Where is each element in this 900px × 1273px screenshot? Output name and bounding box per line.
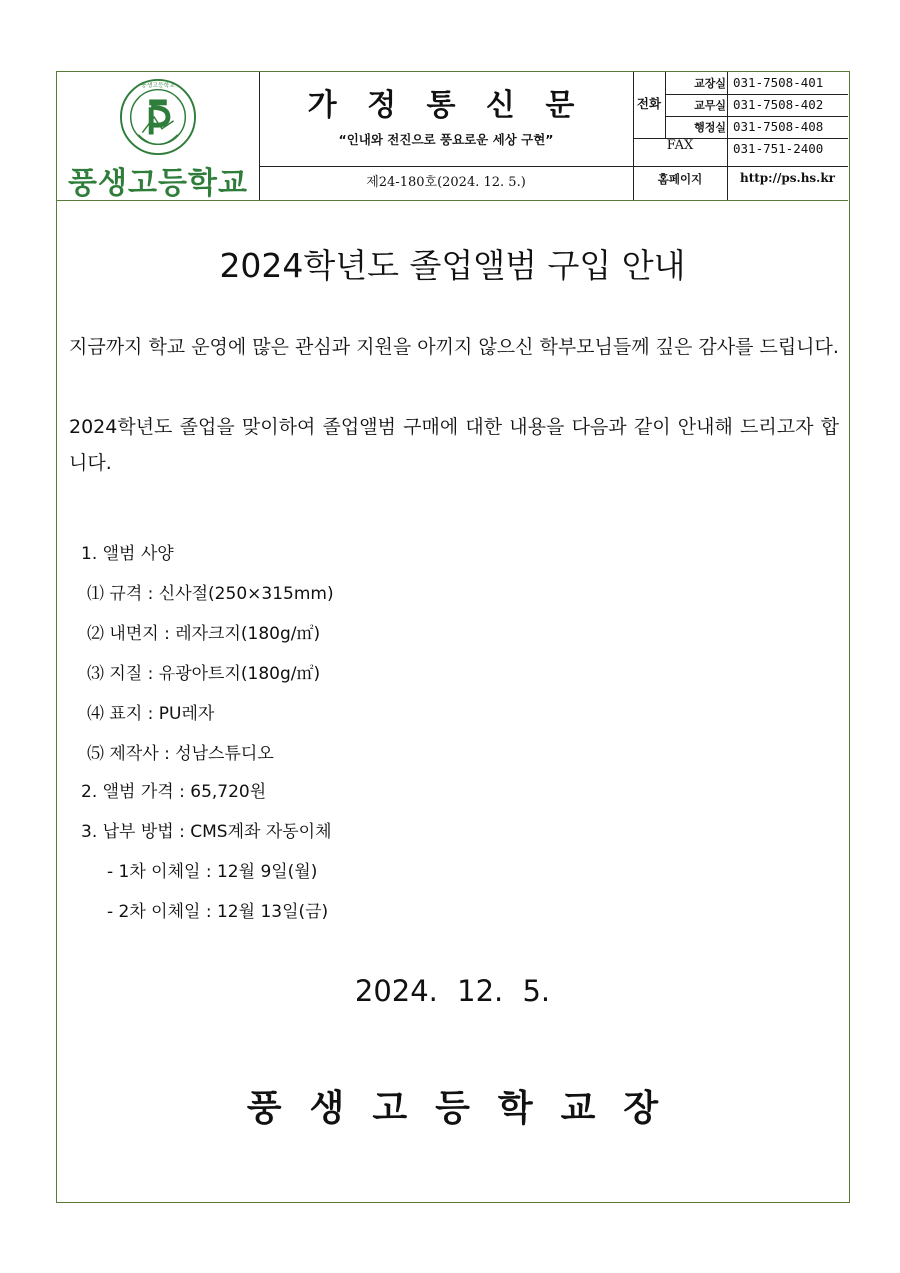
principal-signature: 풍생고등학교장	[246, 1088, 687, 1129]
letterhead-table	[57, 72, 848, 201]
greeting-paragraph: 지금까지 학교 운영에 많은 관심과 지원을 아끼지 않으신 학부모님들께 깊은 감사를 드립니다.	[69, 336, 839, 358]
homepage-url: http://ps.hs.kr	[739, 171, 835, 185]
list-item: - 2차 이체일 : 12월 13일(금)	[107, 902, 329, 922]
list-item: 1. 앨범 사양	[81, 544, 174, 564]
list-item: - 1차 이체일 : 12월 9일(월)	[107, 862, 318, 882]
school-emblem-icon	[119, 78, 197, 156]
fax-number: 031-751-2400	[733, 141, 824, 156]
divider	[633, 166, 848, 167]
homepage-label: 홈페이지	[657, 172, 703, 186]
issue-date: 2024. 12. 5.	[354, 974, 551, 1008]
office-name: 교무실	[694, 99, 726, 112]
document-frame	[56, 71, 850, 1203]
divider	[665, 94, 848, 95]
divider	[259, 166, 633, 167]
phone-label: 전화	[636, 96, 662, 111]
phone-number: 031-7508-408	[733, 119, 824, 134]
school-motto: “인내와 전진으로 풍요로운 세상 구현”	[338, 132, 554, 147]
list-item: ⑵ 내면지 : 레자크지(180g/㎡)	[87, 624, 321, 644]
divider	[665, 116, 848, 117]
office-name: 교장실	[694, 77, 726, 90]
list-item: ⑷ 표지 : PU레자	[87, 704, 215, 724]
office-name: 행정실	[694, 121, 726, 134]
list-item: 2. 앨범 가격 : 65,720원	[81, 782, 267, 802]
issue-number: 제24-180호(2024. 12. 5.)	[366, 175, 526, 190]
newsletter-title: 가 정 통 신 문	[307, 88, 585, 123]
list-item: ⑸ 제작사 : 성남스튜디오	[87, 744, 274, 764]
phone-number: 031-7508-402	[733, 97, 824, 112]
list-item: ⑴ 규격 : 신사절(250×315mm)	[87, 584, 334, 604]
intro-paragraph: 2024학년도 졸업을 맞이하여 졸업앨범 구매에 대한 내용을 다음과 같이 안내해 드리고자 합니다.	[69, 416, 839, 474]
logo-cell	[57, 72, 259, 200]
phone-number: 031-7508-401	[733, 75, 824, 90]
school-name: 풍생고등학교	[68, 166, 248, 201]
fax-label: FAX	[666, 138, 694, 153]
list-item: 3. 납부 방법 : CMS계좌 자동이체	[81, 822, 332, 842]
list-item: ⑶ 지질 : 유광아트지(180g/㎡)	[87, 664, 321, 684]
notice-heading: 2024학년도 졸업앨범 구입 안내	[219, 246, 686, 285]
svg-text:풍생고등학교: 풍생고등학교	[141, 82, 175, 89]
